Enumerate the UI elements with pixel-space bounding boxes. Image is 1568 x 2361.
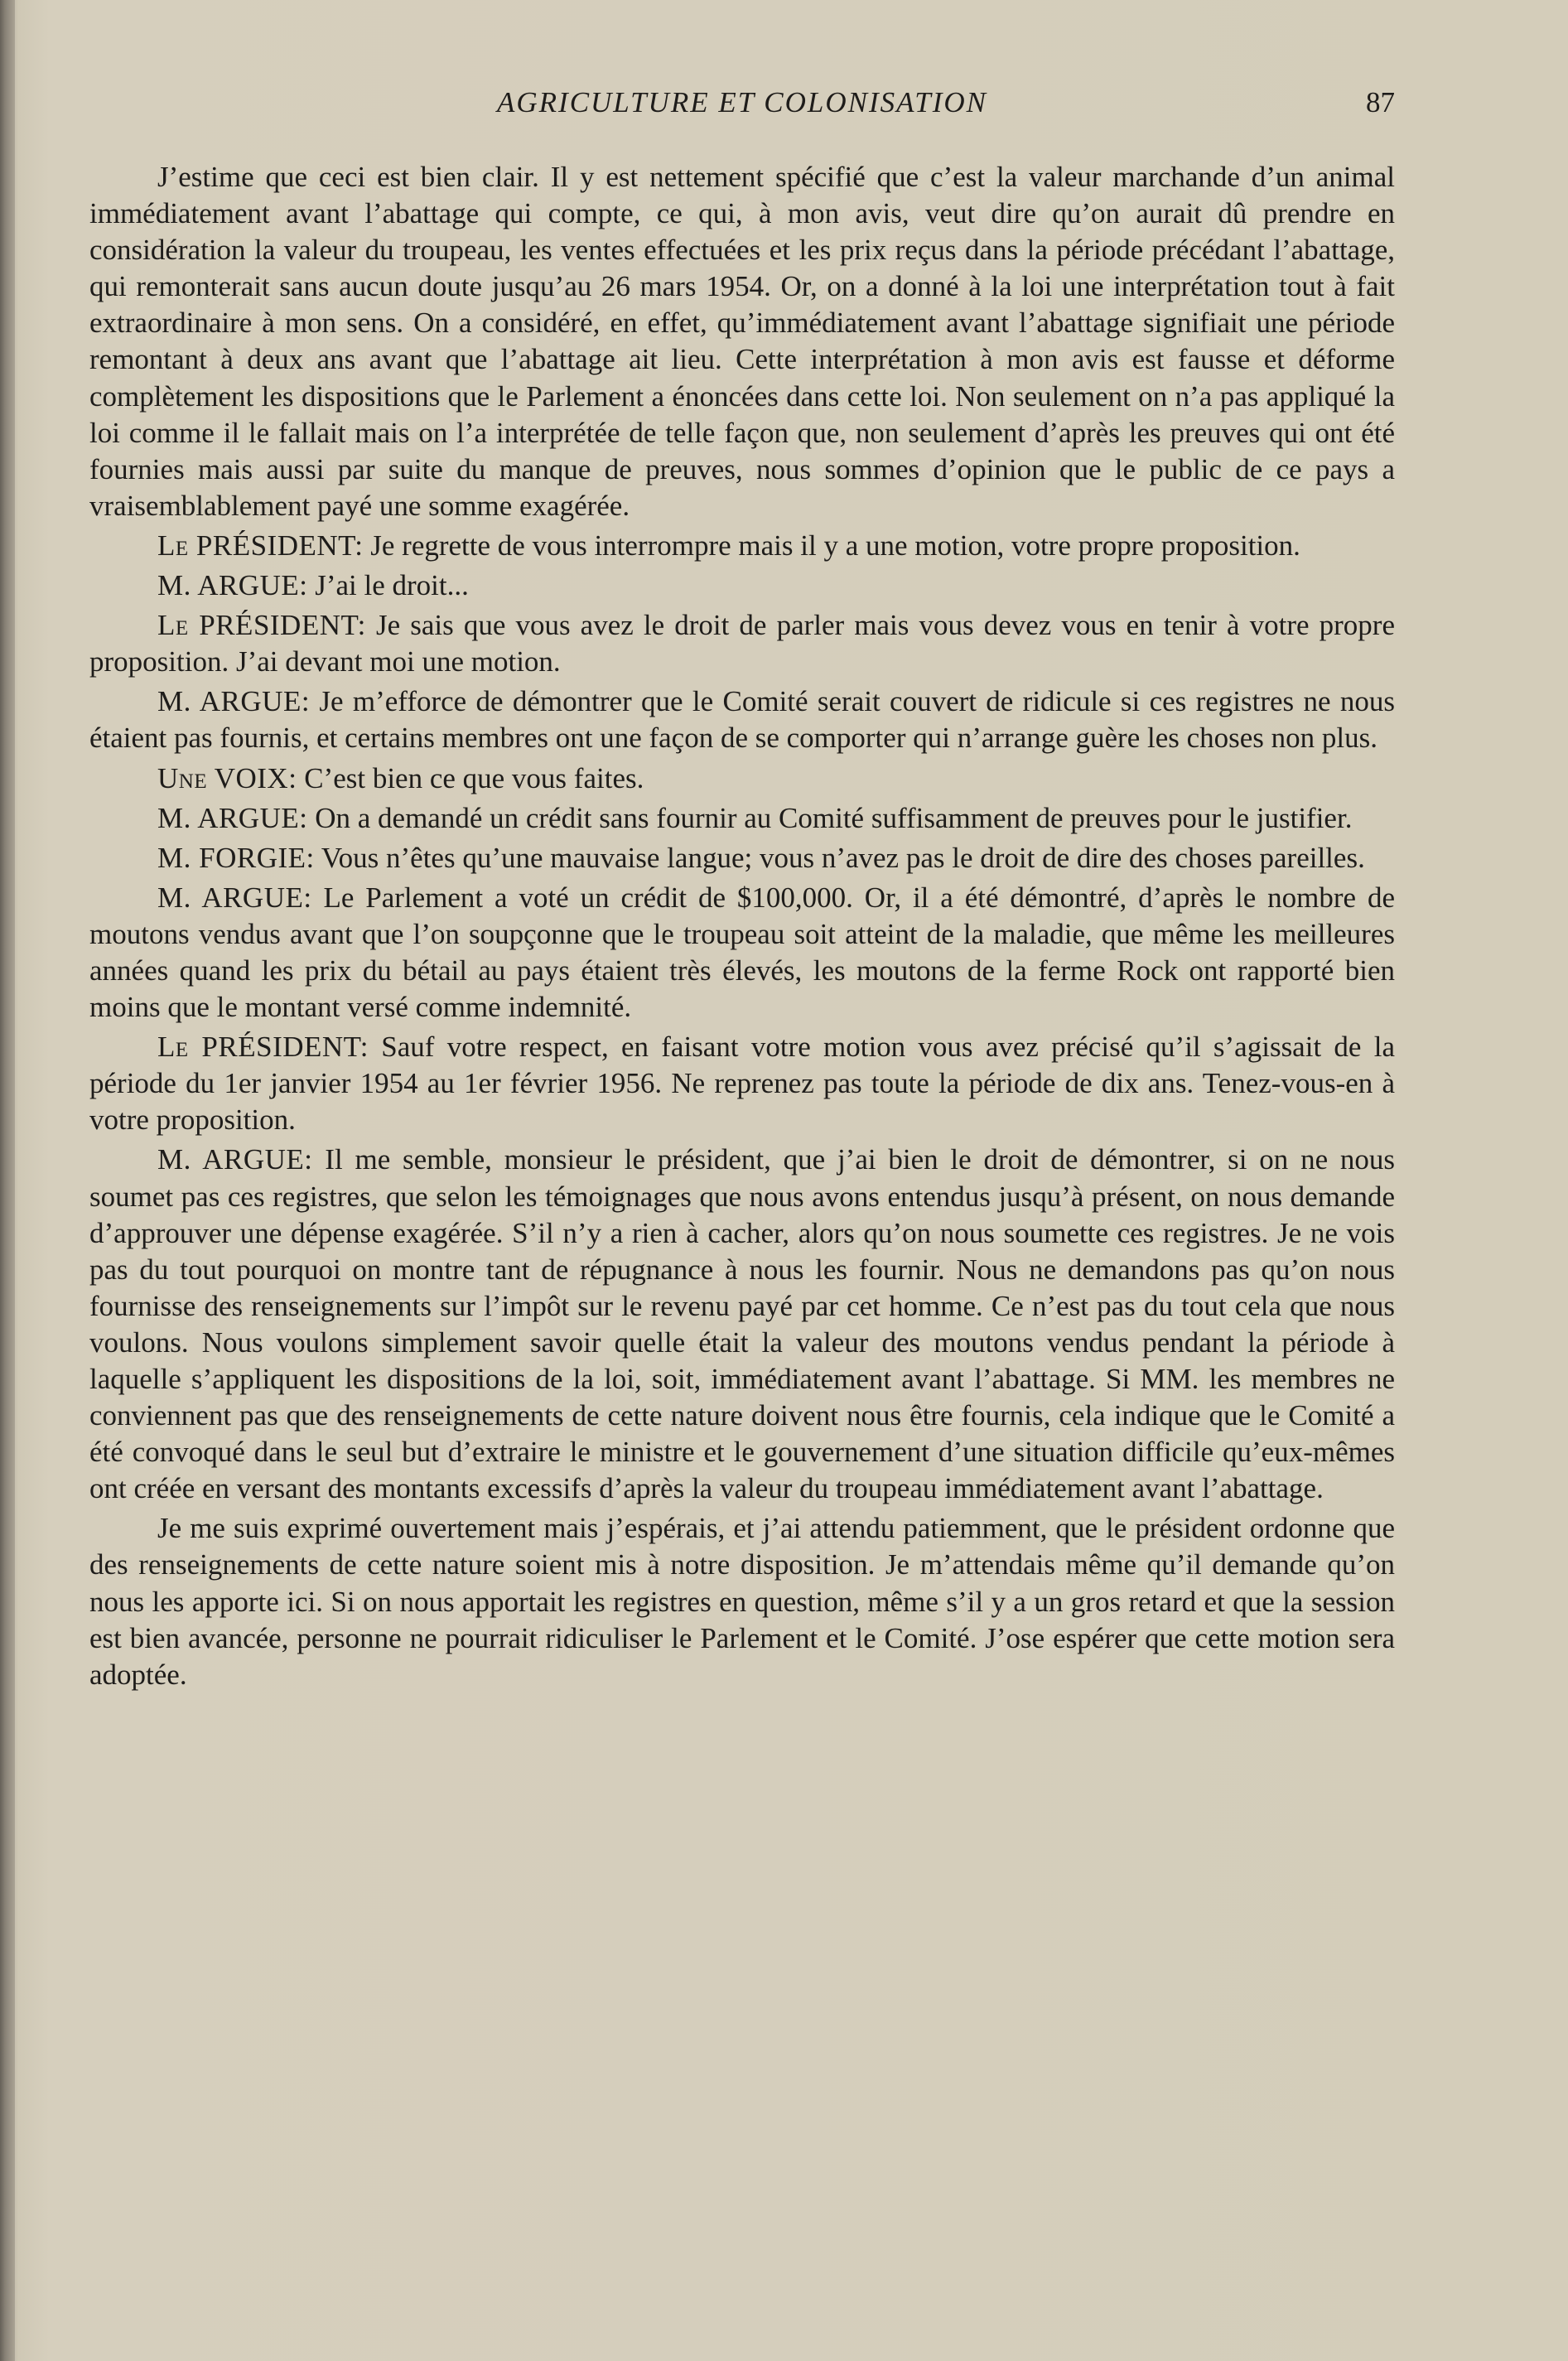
paragraph-text: Je regrette de vous interrompre mais il y a une motion, votre propre proposition.	[363, 529, 1300, 562]
paragraph-text: J’ai le droit...	[307, 569, 469, 602]
speaker-label: Une VOIX:	[157, 761, 297, 794]
page-number: 87	[1366, 86, 1395, 118]
speaker-label: Le PRÉSIDENT:	[157, 609, 366, 642]
paragraph	[89, 760, 1395, 797]
paragraph	[89, 528, 1395, 564]
running-header	[89, 86, 1395, 128]
paragraph-text: Le Parlement a voté un crédit de $100,000. Or, il a été démontré, d’après le nombre de moutons vendus avant que l’on soupçonne que le troupeau soit atteint de la maladie, que même les meilleures années quand les prix du bétail au pays étaient très élevés, les moutons de la ferme Rock ont rapporté bien moins que le montant versé comme indemnité.	[89, 881, 1395, 1024]
speaker-label: Le PRÉSIDENT:	[157, 529, 364, 562]
paragraph	[89, 1142, 1395, 1507]
speaker-label: M. ARGUE:	[157, 685, 311, 718]
paragraph-text: J’estime que ceci est bien clair. Il y est nettement spécifié que c’est la valeur marchande d’un animal immédiatement avant l’abattage qui compte, ce qui, à mon avis, veut dire qu’on aurait dû prendre en considération la valeur du troupeau, les ventes effectuées et les prix reçus dans la période précédant l’abattage, qui remonterait sans aucun doute jusqu’au 26 mars 1954. Or, on a donné à la loi une interprétation tout à fait extraordinaire à mon sens. On a considéré, en effet, qu’immédiatement avant l’abattage signifiait une période remontant à deux ans avant que l’abattage ait lieu. Cette interprétation à mon avis est fausse et déforme complètement les dispositions que le Parlement a énoncées dans cette loi. Non seulement on n’a pas appliqué la loi comme il le fallait mais on l’a interprétée de telle façon que, non seulement d’après les preuves qui ont été fournies mais aussi par suite du manque de preuves, nous sommes d’opinion que le public de ce pays a vraisemblablement payé une somme exagérée.	[89, 161, 1395, 522]
paragraph-text: Je me suis exprimé ouvertement mais j’espérais, et j’ai attendu patiemment, que le président ordonne que des renseignements de cette nature soient mis à notre disposition. Je m’attendais même qu’il demande qu’on nous les apporte ici. Si on nous apportait les registres en question, même s’il y a un gros retard et que la session est bien avancée, personne ne pourrait ridiculiser le Parlement et le Comité. J’ose espérer que cette motion sera adoptée.	[89, 1512, 1395, 1691]
paragraph	[89, 1029, 1395, 1138]
paragraph	[89, 1510, 1395, 1692]
paragraph-text: Je sais que vous avez le droit de parler mais vous devez vous en tenir à votre propre proposition. J’ai devant moi une motion.	[89, 609, 1395, 678]
paragraph	[89, 800, 1395, 837]
speaker-label: M. ARGUE:	[157, 881, 312, 914]
body-text	[89, 159, 1395, 1697]
paragraph-text: Il me semble, monsieur le président, que j’ai bien le droit de démontrer, si on ne nous soumet pas ces registres, que selon les témoignages que nous avons entendus jusqu’à présent, on nous demande d’approuver une dépense exagérée. S’il n’y a rien à cacher, alors qu’on nous soumette ces registres. Je ne vois pas du tout pourquoi on montre tant de répugnance à nous les fournir. Nous ne demandons pas qu’on nous fournisse des renseignements sur l’impôt sur le revenu payé par cet homme. Ce n’est pas du tout cela que nous voulons. Nous voulons simplement savoir quelle était la valeur des moutons vendus pendant la période à laquelle s’appliquent les dispositions de la loi, soit, immédiatement avant l’abattage. Si MM. les membres ne conviennent pas que des renseignements de cette nature doivent nous être fournis, cela indique que le Comité a été convoqué dans le seul but d’extraire le ministre et le gouvernement d’une situation difficile qu’eux-mêmes ont créée en versant des montants excessifs d’après la valeur du troupeau immédiatement avant l’abattage.	[89, 1143, 1396, 1505]
speaker-label: M. FORGIE:	[157, 841, 315, 874]
paragraph-text: C’est bien ce que vous faites.	[297, 761, 644, 794]
speaker-label: M. ARGUE:	[157, 801, 308, 834]
paragraph-text: Sauf votre respect, en faisant votre motion vous avez précisé qu’il s’agissait de la période du 1er janvier 1954 au 1er février 1956. Ne reprenez pas toute la période de dix ans. Tenez-vous-en à votre proposition.	[89, 1031, 1395, 1137]
running-title: AGRICULTURE ET COLONISATION	[497, 86, 987, 118]
paragraph-text: Je m’efforce de démontrer que le Comité serait couvert de ridicule si ces registres ne nous étaient pas fournis, et certains membres ont une façon de se comporter qui n’arrange guère les choses non plus.	[89, 685, 1395, 755]
paragraph	[89, 880, 1395, 1026]
paragraph	[89, 607, 1395, 680]
paragraph-text: On a demandé un crédit sans fournir au Comité suffisamment de preuves pour le justifier.	[307, 801, 1353, 834]
speaker-label: Le PRÉSIDENT:	[157, 1031, 369, 1064]
paragraph	[89, 159, 1395, 524]
speaker-label: M. ARGUE:	[157, 1143, 313, 1176]
paragraph	[89, 840, 1395, 876]
paragraph	[89, 683, 1395, 756]
binding-shadow	[0, 0, 15, 2361]
speaker-label: M. ARGUE:	[157, 569, 308, 602]
paragraph-text: Vous n’êtes qu’une mauvaise langue; vous n’avez pas le droit de dire des choses pareilles.	[314, 841, 1365, 874]
paragraph	[89, 567, 1395, 604]
